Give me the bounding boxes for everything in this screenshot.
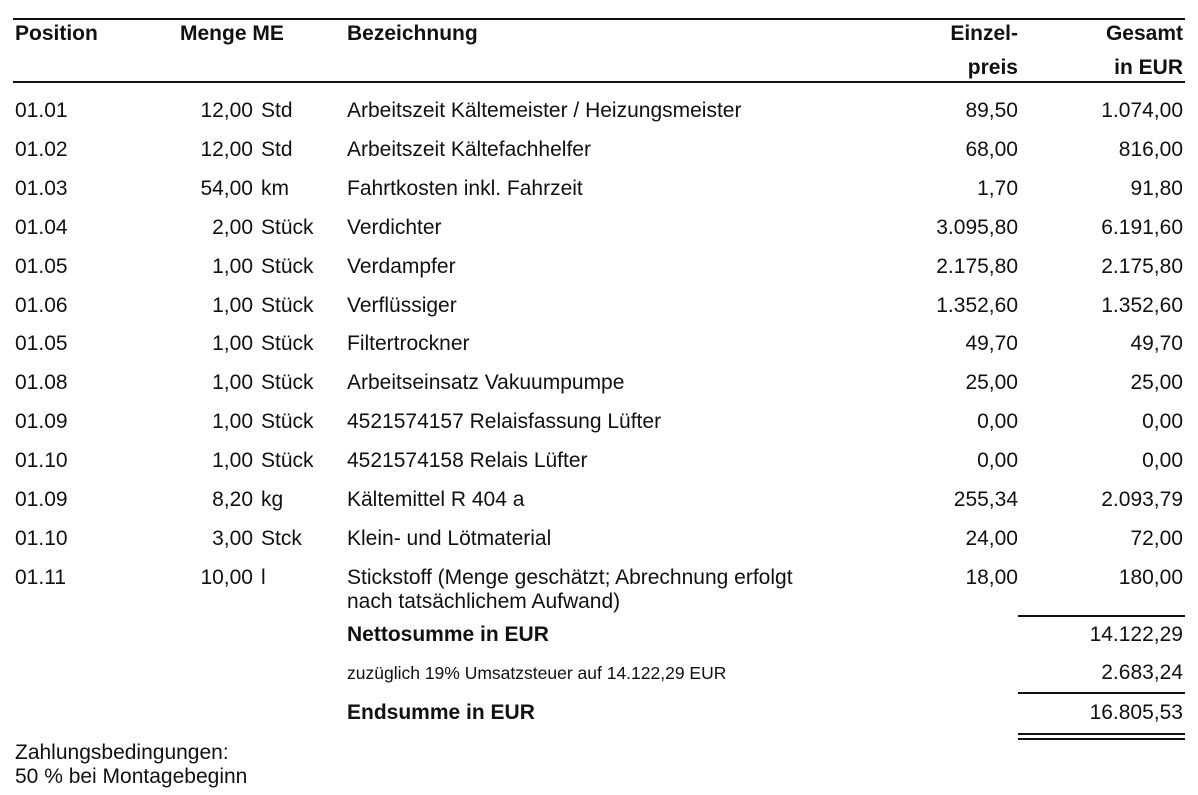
item-unit-of-measure: Stück <box>261 332 314 356</box>
item-quantity: 1,00 <box>212 293 253 317</box>
item-quantity: 8,20 <box>212 488 253 511</box>
item-description: Arbeitseinsatz Vakuumpumpe <box>347 371 625 395</box>
item-total: 6.191,60 <box>1101 215 1183 239</box>
tax-value: 2.683,24 <box>1101 661 1183 684</box>
item-position: 01.01 <box>15 99 68 122</box>
item-total: 816,00 <box>1118 137 1183 161</box>
header-menge-me: Menge ME <box>180 22 284 45</box>
item-description: Kältemittel R 404 a <box>347 488 525 511</box>
item-unit-price: 255,34 <box>953 488 1018 511</box>
item-quantity: 12,00 <box>200 99 253 122</box>
item-unit-of-measure: Stück <box>261 449 314 473</box>
item-unit-price: 89,50 <box>965 99 1018 122</box>
item-quantity: 1,00 <box>212 254 253 278</box>
item-position: 01.03 <box>15 176 68 200</box>
table-row <box>0 410 1198 434</box>
item-unit-of-measure: Std <box>261 137 293 161</box>
item-quantity: 1,00 <box>212 371 253 395</box>
item-quantity: 12,00 <box>200 137 253 161</box>
item-unit-price: 68,00 <box>965 137 1018 161</box>
item-unit-price: 1.352,60 <box>936 293 1018 317</box>
end-rule <box>1018 692 1185 694</box>
table-row <box>0 371 1198 395</box>
netto-label: Nettosumme in EUR <box>347 623 549 646</box>
item-description: Verflüssiger <box>347 293 457 317</box>
item-total: 2.175,80 <box>1101 254 1183 278</box>
table-row <box>0 255 1198 279</box>
item-position: 01.04 <box>15 215 68 239</box>
end-label: Endsumme in EUR <box>347 701 535 724</box>
item-total: 180,00 <box>1118 565 1183 589</box>
item-description: Klein- und Lötmaterial <box>347 526 552 550</box>
item-description: 4521574158 Relais Lüfter <box>347 449 588 473</box>
header-position: Position <box>15 22 98 45</box>
item-unit-of-measure: Stück <box>261 371 314 395</box>
table-row <box>0 565 1198 613</box>
double-rule-top <box>1018 733 1185 735</box>
item-total: 72,00 <box>1130 526 1183 550</box>
end-value: 16.805,53 <box>1089 701 1183 724</box>
item-unit-price: 0,00 <box>977 410 1018 434</box>
header-in-eur: in EUR <box>1114 56 1183 79</box>
item-total: 91,80 <box>1130 176 1183 200</box>
item-total: 1.074,00 <box>1101 99 1183 122</box>
netto-rule <box>1018 615 1185 617</box>
item-position: 01.05 <box>15 332 68 356</box>
top-rule <box>13 18 1185 20</box>
item-position: 01.09 <box>15 488 68 511</box>
header-einzel: Einzel- <box>950 22 1018 45</box>
item-total: 0,00 <box>1142 410 1183 434</box>
item-unit-of-measure: kg <box>261 488 284 511</box>
item-description: Arbeitszeit Kältefachhelfer <box>347 137 591 161</box>
table-row <box>0 488 1198 512</box>
item-total: 25,00 <box>1130 371 1183 395</box>
item-total: 2.093,79 <box>1101 488 1183 511</box>
item-description: Stickstoff (Menge geschätzt; Abrechnung erfolgt <box>347 565 793 589</box>
header-gesamt: Gesamt <box>1105 22 1183 45</box>
item-quantity: 54,00 <box>200 176 253 200</box>
netto-value: 14.122,29 <box>1089 623 1183 646</box>
item-position: 01.02 <box>15 137 68 161</box>
item-quantity: 10,00 <box>200 565 253 589</box>
item-position: 01.05 <box>15 254 68 278</box>
table-row <box>0 177 1198 201</box>
item-quantity: 1,00 <box>212 332 253 356</box>
item-description: Arbeitszeit Kältemeister / Heizungsmeister <box>347 99 742 122</box>
item-description-continued: nach tatsächlichem Aufwand) <box>347 589 621 613</box>
item-unit-of-measure: Stück <box>261 410 314 434</box>
table-row <box>0 332 1198 356</box>
item-position: 01.09 <box>15 410 68 434</box>
item-unit-price: 2.175,80 <box>936 254 1018 278</box>
item-unit-of-measure: Stck <box>261 526 302 550</box>
item-quantity: 1,00 <box>212 410 253 434</box>
item-unit-price: 49,70 <box>965 332 1018 356</box>
table-row <box>0 138 1198 162</box>
item-position: 01.10 <box>15 449 68 473</box>
header-bezeichnung: Bezeichnung <box>347 22 478 45</box>
item-unit-of-measure: km <box>261 176 289 200</box>
item-quantity: 2,00 <box>212 215 253 239</box>
item-unit-price: 25,00 <box>965 371 1018 395</box>
item-unit-price: 3.095,80 <box>936 215 1018 239</box>
item-total: 1.352,60 <box>1101 293 1183 317</box>
payment-terms-line: 50 % bei Montagebeginn <box>15 765 248 788</box>
header-rule <box>13 81 1185 83</box>
table-row <box>0 216 1198 240</box>
item-description: Verdichter <box>347 215 442 239</box>
item-position: 01.06 <box>15 293 68 317</box>
item-unit-price: 18,00 <box>965 565 1018 589</box>
item-description: Filtertrockner <box>347 332 470 356</box>
item-total: 0,00 <box>1142 449 1183 473</box>
item-position: 01.11 <box>15 565 66 589</box>
item-unit-price: 0,00 <box>977 449 1018 473</box>
item-unit-price: 1,70 <box>977 176 1018 200</box>
item-unit-of-measure: l <box>261 565 266 589</box>
item-unit-of-measure: Stück <box>261 293 314 317</box>
item-quantity: 1,00 <box>212 449 253 473</box>
header-preis: preis <box>967 56 1018 79</box>
item-description: Verdampfer <box>347 254 456 278</box>
item-position: 01.10 <box>15 526 68 550</box>
item-description: 4521574157 Relaisfassung Lüfter <box>347 410 662 434</box>
item-description: Fahrtkosten inkl. Fahrzeit <box>347 176 583 200</box>
table-row <box>0 449 1198 473</box>
item-position: 01.08 <box>15 371 68 395</box>
table-row <box>0 99 1198 123</box>
item-unit-of-measure: Stück <box>261 215 314 239</box>
payment-terms-title: Zahlungsbedingungen: <box>15 741 229 764</box>
table-row <box>0 294 1198 318</box>
item-unit-price: 24,00 <box>965 526 1018 550</box>
item-quantity: 3,00 <box>212 526 253 550</box>
item-unit-of-measure: Stück <box>261 254 314 278</box>
item-unit-of-measure: Std <box>261 99 293 122</box>
item-total: 49,70 <box>1130 332 1183 356</box>
table-row <box>0 527 1198 551</box>
tax-label: zuzüglich 19% Umsatzsteuer auf 14.122,29 EUR <box>347 663 727 683</box>
double-rule-bottom <box>1018 738 1185 740</box>
